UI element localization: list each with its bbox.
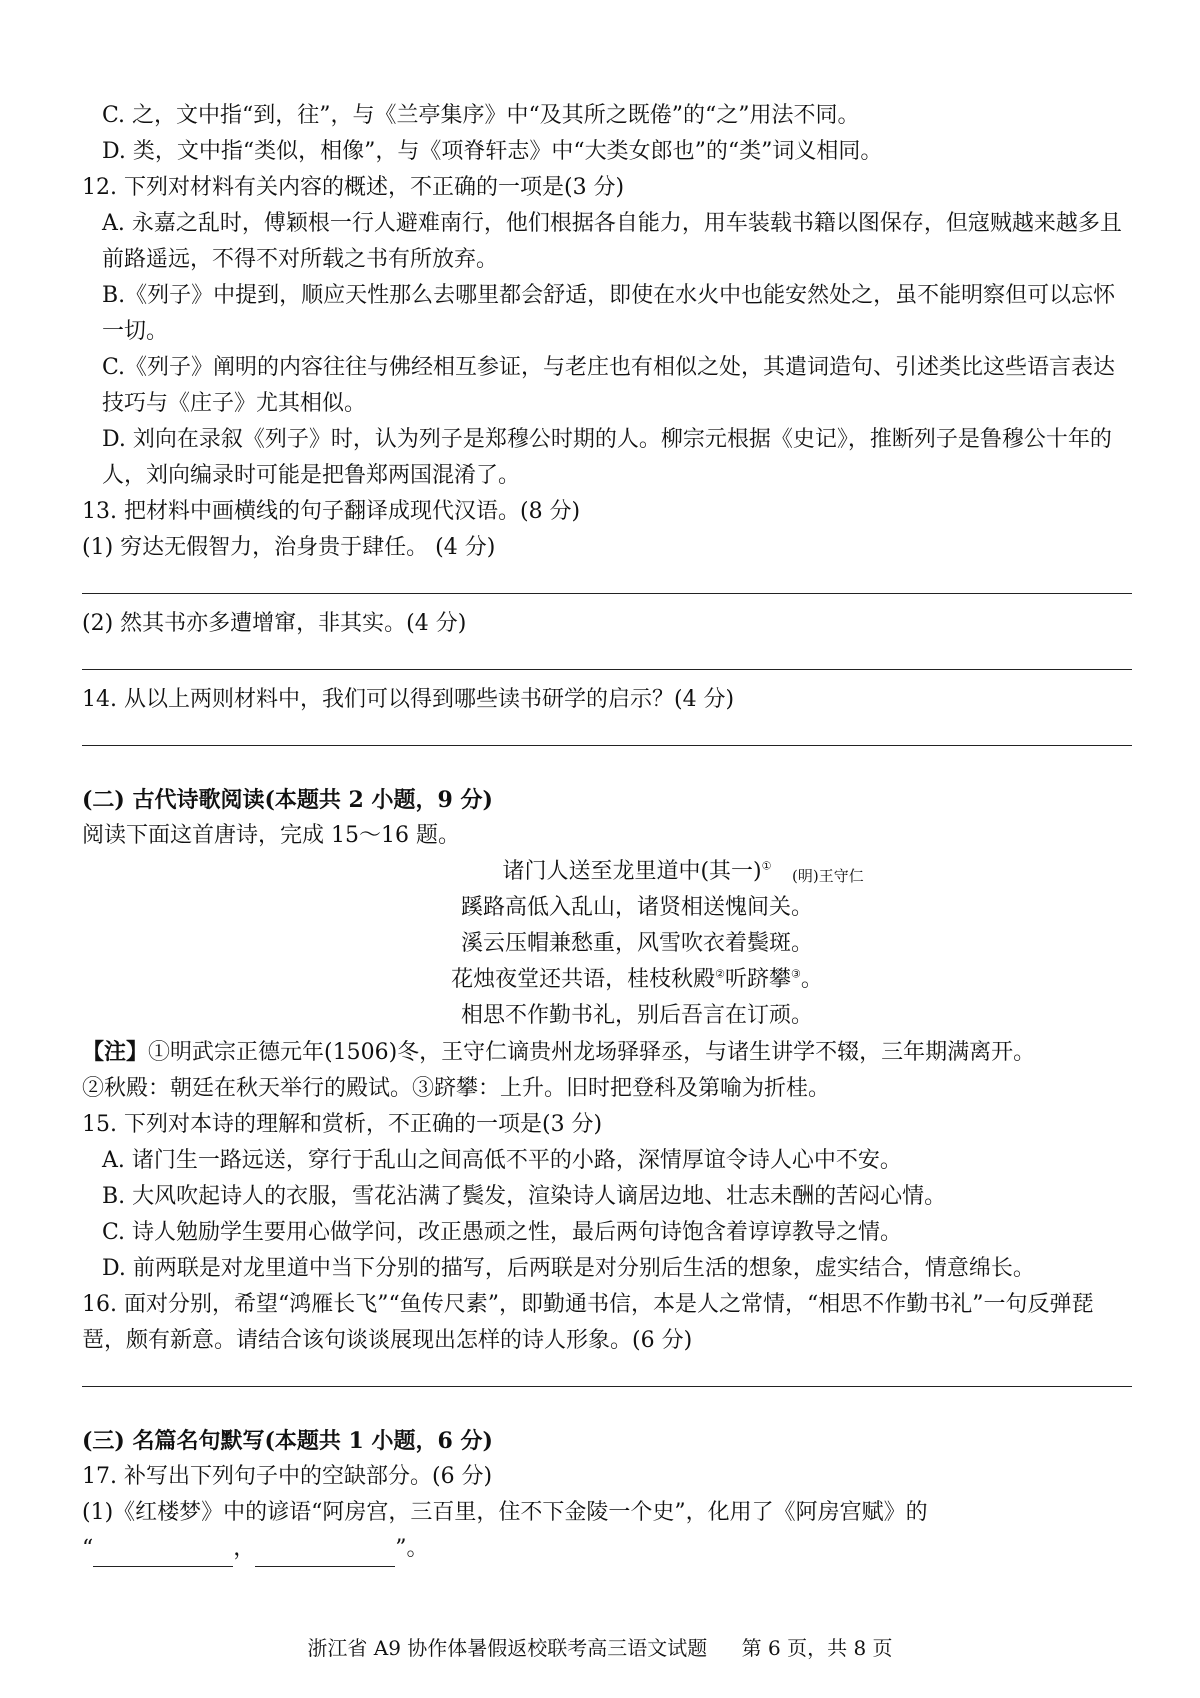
footnote-marker: ① [761, 859, 772, 873]
note-1-text: ①明武宗正德元年(1506)冬，王守仁谪贵州龙场驿驿丞，与诸生讲学不辍，三年期满离开。 [148, 1040, 1036, 1065]
poem-line-3-part-b: 听跻攀 [724, 967, 791, 992]
fill-blank[interactable] [93, 1544, 233, 1567]
question-13-part-1: (1) 穷达无假智力，治身贵于肆任。 (4 分) [82, 535, 496, 560]
question-17-blanks [82, 1531, 1132, 1567]
page-number: 第 6 页，共 8 页 [741, 1636, 893, 1660]
poem-line-3-end: 。 [800, 967, 823, 992]
quote-open: “ [82, 1536, 94, 1561]
section-2-heading: (二) 古代诗歌阅读(本题共 2 小题，9 分) [82, 787, 493, 813]
q12-option-d: D. 刘向在录叙《列子》时，认为列子是郑穆公时期的人。柳宗元根据《史记》，推断列子是鲁穆公十年的人，刘向编录时可能是把鲁郑两国混淆了。 [102, 427, 1112, 488]
page-content [82, 0, 1132, 1567]
q15-option-a: A. 诸门生一路远送，穿行于乱山之间高低不平的小路，深情厚谊令诗人心中不安。 [102, 1148, 902, 1173]
page-footer [0, 1632, 1200, 1661]
poem-line-3 [82, 962, 1132, 998]
question-12: 12. 下列对材料有关内容的概述，不正确的一项是(3 分) [82, 175, 625, 200]
poem-title: 诸门人送至龙里道中(其一) [502, 859, 762, 884]
question-13: 13. 把材料中画横线的句子翻译成现代汉语。(8 分) [82, 499, 581, 524]
option-c-line: C. 之，文中指“到，往”，与《兰亭集序》中“及其所之既倦”的“之”用法不同。 [102, 103, 860, 128]
section-gap [82, 1399, 1132, 1423]
poem-title-line [82, 854, 1132, 890]
fill-blank[interactable] [255, 1544, 395, 1567]
poem-author: (明)王守仁 [792, 867, 864, 885]
question-16: 16. 面对分别，希望“鸿雁长飞”“鱼传尺素”，即勤通书信，本是人之常情，“相思不作勤书礼”一句反弹琵琶，颇有新意。请结合该句谈谈展现出怎样的诗人形象。(6 分) [82, 1292, 1094, 1353]
option-d-line: D. 类，文中指“类似，相像”，与《项脊轩志》中“大类女郎也”的“类”词义相同。 [102, 139, 883, 164]
q12-option-a: A. 永嘉之乱时，傅颖根一行人避难南行，他们根据各自能力，用车装载书籍以图保存，但寇贼越来越多且 前路遥远，不得不对所载之书有所放弃。 [102, 211, 1122, 272]
section-2-intro: 阅读下面这首唐诗，完成 15～16 题。 [82, 823, 460, 848]
note-tag: 【注】 [82, 1039, 149, 1065]
note-2: ②秋殿：朝廷在秋天举行的殿试。③跻攀：上升。旧时把登科及第喻为折桂。 [82, 1076, 831, 1101]
q12-option-c: C.《列子》阐明的内容往往与佛经相互参证，与老庄也有相似之处，其遣词造句、引述类比这些语言表达技巧与《庄子》尤其相似。 [102, 355, 1116, 416]
answer-line[interactable] [82, 668, 1132, 670]
q15-option-c: C. 诗人勉励学生要用心做学问，改正愚顽之性，最后两句诗饱含着谆谆教导之情。 [102, 1220, 903, 1245]
section-3-heading: (三) 名篇名句默写(本题共 1 小题，6 分) [82, 1428, 493, 1454]
poem-line-2: 溪云压帽兼愁重，风雪吹衣着鬓斑。 [460, 931, 813, 956]
answer-line[interactable] [82, 592, 1132, 594]
note-1 [82, 1034, 1132, 1071]
quote-close: ”。 [395, 1536, 429, 1561]
question-17-part-1: (1)《红楼梦》中的谚语“阿房宫，三百里，住不下金陵一个史”，化用了《阿房宫赋》的 [82, 1500, 928, 1525]
question-14: 14. 从以上两则材料中，我们可以得到哪些读书研学的启示？(4 分) [82, 687, 735, 712]
q12-option-b: B.《列子》中提到，顺应天性那么去哪里都会舒适，即使在水火中也能安然处之，虽不能明察但可以忘怀 一切。 [102, 283, 1116, 344]
answer-line[interactable] [82, 744, 1132, 746]
section-gap [82, 758, 1132, 782]
poem-line-4: 相思不作勤书礼，别后吾言在订顽。 [460, 1003, 813, 1028]
footnote-marker: ② [715, 967, 725, 981]
question-13-part-2: (2) 然其书亦多遭增窜，非其实。(4 分) [82, 611, 467, 636]
q15-option-b: B. 大风吹起诗人的衣服，雪花沾满了鬓发，渲染诗人谪居边地、壮志未酬的苦闷心情。 [102, 1184, 947, 1209]
question-15: 15. 下列对本诗的理解和赏析，不正确的一项是(3 分) [82, 1112, 603, 1137]
answer-line[interactable] [82, 1385, 1132, 1387]
poem-line-3-part-a: 花烛夜堂还共语，桂枝秋殿 [451, 967, 716, 992]
footnote-marker: ③ [791, 967, 801, 981]
question-17: 17. 补写出下列句子中的空缺部分。(6 分) [82, 1464, 493, 1489]
poem-line-1: 蹊路高低入乱山，诸贤相送愧间关。 [460, 895, 813, 920]
q15-option-d: D. 前两联是对龙里道中当下分别的描写，后两联是对分别后生活的想象，虚实结合，情意绵长。 [102, 1256, 1035, 1281]
exam-title: 浙江省 A9 协作体暑假返校联考高三语文试题 [307, 1636, 708, 1660]
comma: ， [233, 1536, 256, 1561]
